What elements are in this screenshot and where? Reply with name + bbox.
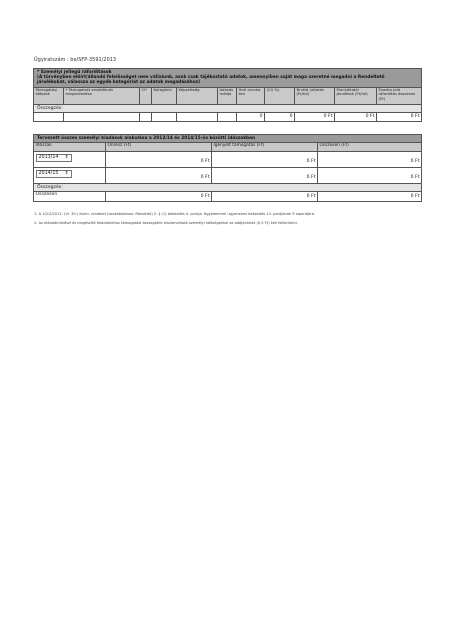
total-value: 0 Ft bbox=[410, 175, 420, 181]
planned-total-row bbox=[34, 191, 421, 201]
planned-summary-label: Összegzés: bbox=[34, 183, 421, 191]
personnel-header-line: (A törvényben előírt/állandó felelősséget nem vállalunk, azok csak tájékoztató adatok, amennyiben saját maga szeretné megadni a Rendeltető bbox=[37, 75, 385, 81]
col-header: Cl* bbox=[140, 88, 152, 104]
period-select[interactable] bbox=[36, 154, 72, 162]
col-header: Támogatási időszak bbox=[34, 88, 64, 104]
total-hours: 0 bbox=[237, 113, 265, 121]
stepper-icon: ⇕ bbox=[64, 170, 69, 176]
personnel-header-line: * Személyi jellegű ráfordítások bbox=[37, 70, 112, 75]
personnel-expenses-section bbox=[33, 68, 422, 122]
period-cell bbox=[34, 168, 106, 183]
col-header: Képzettség bbox=[177, 88, 218, 104]
planned-row bbox=[34, 167, 421, 183]
support-value: 0 Ft bbox=[212, 168, 318, 183]
period-value: 2014/15 bbox=[38, 170, 59, 176]
personnel-total-row bbox=[34, 112, 421, 121]
period-select[interactable] bbox=[36, 170, 72, 178]
own-value: 0 Ft bbox=[106, 152, 212, 167]
col-header: Összesen (Ft) bbox=[319, 143, 349, 148]
empty-cell bbox=[218, 113, 237, 121]
personnel-header bbox=[34, 69, 421, 87]
total-support: 0 Ft bbox=[212, 192, 318, 201]
empty-cell bbox=[34, 113, 64, 121]
personnel-header-line: járulékokat, válassza az egyéb kategóriát az adatok megadásához) bbox=[37, 80, 201, 86]
period-value: 2013/14 bbox=[38, 154, 59, 160]
planned-expenses-section bbox=[33, 134, 422, 202]
col-header: Önrész (Ft) bbox=[106, 143, 212, 151]
stepper-icon: ⇕ bbox=[64, 154, 69, 160]
total-percent: 0 bbox=[265, 113, 295, 121]
total-gross: 0 Ft bbox=[295, 113, 335, 121]
col-header: * Támogatott vezetéknév megnevezése bbox=[64, 88, 140, 104]
total-row-label: Összesen bbox=[34, 192, 106, 201]
empty-cell bbox=[152, 113, 177, 121]
personnel-total-label: Összegzés: bbox=[34, 104, 421, 112]
planned-row bbox=[34, 151, 421, 167]
total-sum: 0 Ft bbox=[410, 193, 420, 199]
reference-number: Ügyiratszám : be/SFP-3591/2013 bbox=[34, 57, 117, 63]
planned-header: Tervezett összes személyi kiadások alakulása a 2013/14 és 2014/15-ös közötti időszakban bbox=[34, 135, 421, 142]
total-contributions: 0 Ft bbox=[335, 113, 377, 121]
total-value: 0 Ft bbox=[410, 159, 420, 165]
support-value: 0 Ft bbox=[212, 152, 318, 167]
total-own: 0 Ft bbox=[106, 192, 212, 201]
col-header: Időszak bbox=[34, 143, 106, 151]
col-header: Heti munka óra bbox=[237, 88, 265, 104]
planned-column-headers bbox=[34, 142, 421, 151]
col-header: Bruttó juttatás (Ft/hó) bbox=[295, 88, 335, 104]
empty-cell bbox=[140, 113, 152, 121]
footnote: 1. A 1012/2011. (VI. 30.) Korm. rendelet (továbbiakban: Rendelet) 2. § (1) bekezdés 4. pontja. figyelemmel ugyanezen bekezdés 13. pontjának 9 alpontjára. bbox=[34, 212, 316, 216]
total-yearly: 0 Ft bbox=[377, 113, 421, 121]
col-header: Munkáltatói járulékok (Ft/hó) bbox=[335, 88, 377, 104]
col-header: Igényelt támogatás (Ft) bbox=[212, 143, 318, 151]
empty-cell bbox=[64, 113, 140, 121]
period-cell bbox=[34, 152, 106, 167]
empty-cell bbox=[177, 113, 218, 121]
footnote: 2. Az előadóművészi és kiegészítő feladatokhoz támogatási összegként elszámolható személyi költségekkel az adójóváírás (0,5 Ft) kell feltüntetni. bbox=[34, 221, 298, 225]
own-value: 0 Ft bbox=[106, 168, 212, 183]
personnel-column-headers bbox=[34, 87, 421, 104]
col-header: Adózás módja bbox=[218, 88, 237, 104]
col-header: Kategória bbox=[152, 88, 177, 104]
col-header: Évadra jutó ráfordítás összesen (Ft) bbox=[378, 87, 416, 101]
col-header: (Cl) %) bbox=[265, 88, 295, 104]
